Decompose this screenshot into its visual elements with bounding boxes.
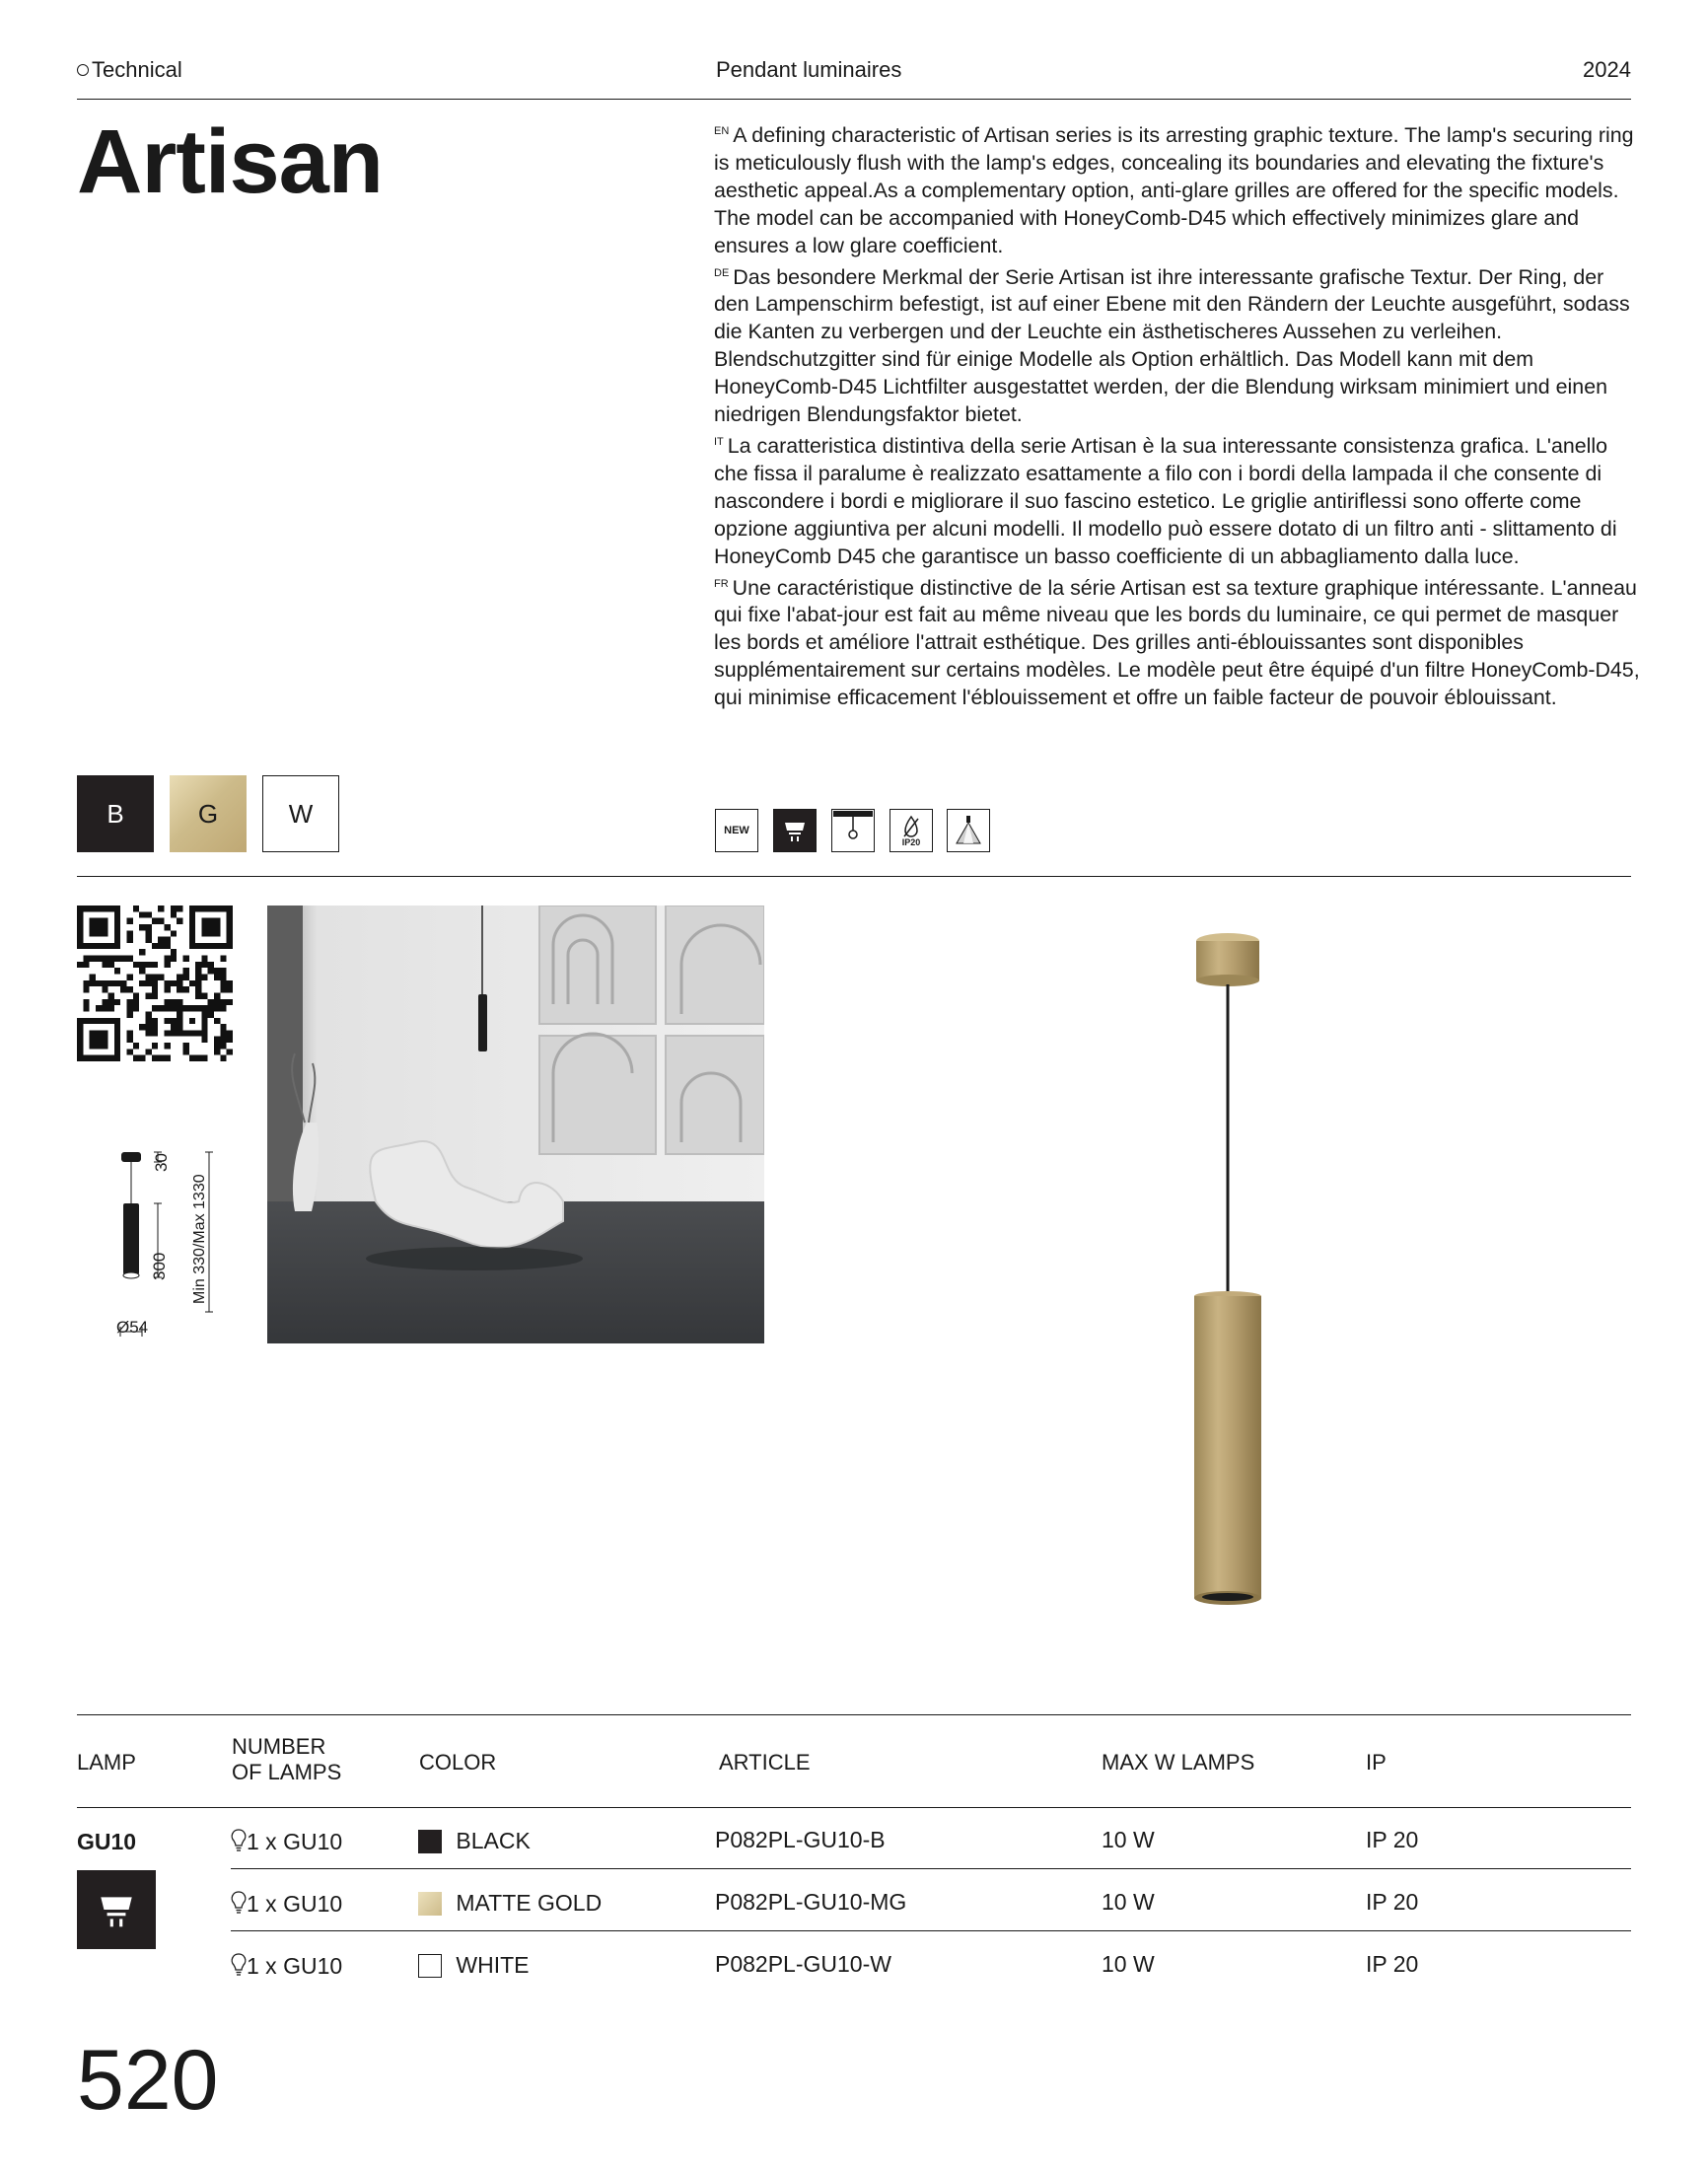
- description-de: [714, 260, 1641, 429]
- new-badge-icon: [715, 809, 758, 852]
- lamp-type: GU10: [77, 1829, 137, 1854]
- row-color-text: WHITE: [456, 1952, 530, 1979]
- page-number: 520: [77, 2033, 219, 2128]
- row-divider: [231, 1930, 1631, 1931]
- table-row-1-article: P082PL-GU10-B: [715, 1827, 886, 1852]
- dim-canopy-height: 30: [152, 1153, 171, 1172]
- table-row-3-number-cell: [231, 1953, 342, 1980]
- table-row-3-color: [418, 1951, 530, 1979]
- qr-code[interactable]: [77, 906, 233, 1061]
- bulb-icon: [231, 1891, 247, 1915]
- table-row-2-ip: IP 20: [1366, 1889, 1419, 1915]
- col-header-max-w: MAX W LAMPS: [1102, 1750, 1255, 1775]
- row-color-text: MATTE GOLD: [456, 1890, 603, 1917]
- product-description: [714, 118, 1641, 712]
- product-image: [1164, 927, 1292, 1628]
- row-color-text: BLACK: [456, 1828, 531, 1854]
- lang-tag-fr: FR: [714, 577, 729, 590]
- dim-diameter: Ø54: [116, 1318, 149, 1337]
- description-fr-text: Une caractéristique distinctive de la série Artisan est sa texture graphique intéressante. L'anneau qui fixe l'abat-jour est fait au même niveau que les bords du luminaire, ce qui permet de masquer les bords et améliore l'attrait esthétique. Des grilles anti-éblouissantes sont disponibles supplémentairement sur certains modèles. Le modèle peut être équipé d'un filtre HoneyComb-D45, qui minimise efficacement l'éblouissement et offre un faible facteur de pouvoir éblouissant.: [714, 575, 1640, 710]
- row-number-text: 1 x GU10: [247, 1829, 343, 1854]
- table-row-2-max-w: 10 W: [1102, 1889, 1155, 1915]
- finish-label: B: [107, 798, 124, 829]
- color-swatch-matte-gold: [418, 1892, 442, 1916]
- light-beam-icon: [947, 809, 990, 852]
- description-de-text: Das besondere Merkmal der Serie Artisan ist ihre interessante grafische Textur. Der Ring, der den Lampenschirm befestigt, ist auf einer Ebene mit den Rändern der Leuchte ausgeführt, sodass die Kanten zu verbergen und der Leuchte ein ästhetischeres Aussehen zu verleihen. Blendschutzgitter sind für einige Modelle als Option erhältlich. Das Modell kann mit dem HoneyComb-D45 Lichtfilter ausgestattet werden, der die Blendung wirksam minimiert und einen niedrigen Blendungsfaktor bietet.: [714, 264, 1630, 427]
- col-header-article: ARTICLE: [719, 1750, 811, 1775]
- description-it-text: La caratteristica distintiva della serie Artisan è la sua interessante consistenza grafica. L'anello che fissa il paralume è realizzato esattamente a filo con i bordi della lampada il che consente di nascondere i bordi e migliorare il suo fascino estetico. Le griglie antiriflessi sono offerte come opzione aggiuntiva per alcuni modelli. Il modello può essere dotato di un filtro anti - slittamento di HoneyComb D45 che garantisce un basso coefficiente di un abbagliamento dalla luce.: [714, 433, 1617, 568]
- col-header-number-line2: OF LAMPS: [232, 1760, 342, 1784]
- finish-swatch-gold[interactable]: [170, 775, 247, 852]
- table-row-1-ip: IP 20: [1366, 1827, 1419, 1852]
- table-top-rule: [77, 1714, 1631, 1715]
- col-header-lamp: LAMP: [77, 1750, 136, 1775]
- finish-label: G: [197, 798, 219, 829]
- row-number-text: 1 x GU10: [247, 1953, 343, 1979]
- finish-label: W: [288, 798, 314, 829]
- category-label: Pendant luminaires: [716, 57, 902, 82]
- finish-swatch-white[interactable]: [262, 775, 339, 852]
- year-label: 2024: [1583, 57, 1631, 82]
- interior-photo: [267, 906, 764, 1343]
- col-header-color: COLOR: [419, 1750, 497, 1775]
- col-header-number-line1: NUMBER: [232, 1734, 326, 1759]
- row-number-text: 1 x GU10: [247, 1891, 343, 1917]
- circle-bullet-icon: [77, 64, 89, 76]
- ip20-drop-icon: [890, 809, 933, 852]
- table-row-2-article: P082PL-GU10-MG: [715, 1889, 907, 1915]
- row-divider: [231, 1868, 1631, 1869]
- col-header-ip: IP: [1366, 1750, 1387, 1775]
- description-it: [714, 429, 1641, 571]
- bulb-icon: [231, 1829, 247, 1852]
- section-label: [77, 57, 182, 83]
- table-row-1-number-cell: [231, 1829, 342, 1855]
- table-row-3-article: P082PL-GU10-W: [715, 1951, 891, 1977]
- section-text: Technical: [92, 57, 182, 82]
- gu10-lamp-icon: [773, 809, 817, 852]
- header-divider: [77, 99, 1631, 100]
- lang-tag-en: EN: [714, 125, 730, 137]
- table-row-1-max-w: 10 W: [1102, 1827, 1155, 1852]
- bulb-icon: [231, 1953, 247, 1977]
- description-en: [714, 118, 1641, 260]
- section-divider: [77, 876, 1631, 877]
- lang-tag-de: DE: [714, 266, 730, 279]
- product-title: Artisan: [77, 111, 383, 212]
- dim-body-height: 300: [150, 1252, 169, 1280]
- col-header-number: [232, 1734, 341, 1785]
- color-swatch-white: [418, 1954, 442, 1978]
- table-header-rule: [77, 1807, 1631, 1808]
- ceiling-mount-icon: [831, 809, 875, 852]
- table-row-2-color: [418, 1889, 602, 1917]
- gu10-lamp-icon: [77, 1870, 156, 1949]
- table-row-2-number-cell: [231, 1891, 342, 1918]
- table-row-3-ip: IP 20: [1366, 1951, 1419, 1977]
- new-badge-text: NEW: [724, 825, 749, 836]
- description-fr: [714, 571, 1641, 713]
- color-swatch-black: [418, 1830, 442, 1853]
- dim-suspension: Min 330/Max 1330: [191, 1174, 208, 1304]
- finish-swatch-black[interactable]: [77, 775, 154, 852]
- table-row-1-color: [418, 1827, 531, 1854]
- lang-tag-it: IT: [714, 435, 724, 448]
- ip20-text: IP20: [901, 836, 921, 847]
- description-en-text: A defining characteristic of Artisan series is its arresting graphic texture. The lamp's securing ring is meticulously flush with the lamp's edges, concealing its boundaries and elevating the fixture's aesthetic appeal.As a complementary option, anti-glare grilles are offered for the specific models. The model can be accompanied with HoneyComb-D45 which effectively minimizes glare and ensures a low glare coefficient.: [714, 123, 1634, 257]
- table-row-3-max-w: 10 W: [1102, 1951, 1155, 1977]
